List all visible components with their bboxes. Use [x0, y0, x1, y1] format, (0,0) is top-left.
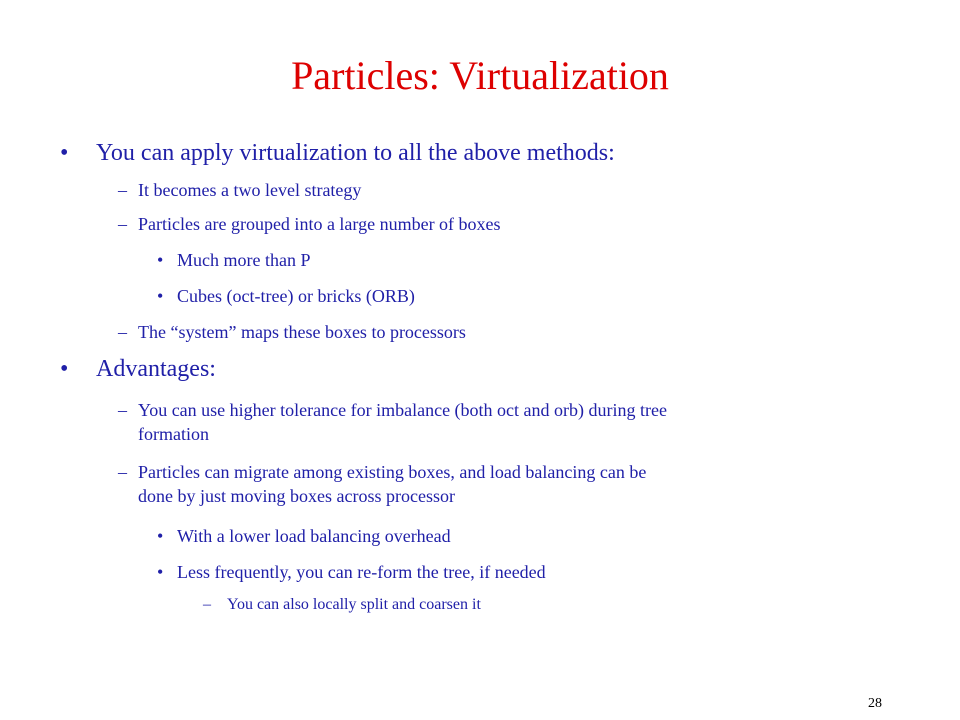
slide-title: Particles: Virtualization — [291, 53, 669, 98]
page-number: 28 — [868, 696, 882, 711]
dash-text: Particles are grouped into a large number of boxes — [138, 214, 501, 234]
dash-marker: – — [118, 180, 127, 200]
subdash-marker: – — [203, 596, 211, 613]
subbullet-text: With a lower load balancing overhead — [177, 526, 451, 546]
dash-marker: – — [118, 400, 127, 420]
bullet-text: You can apply virtualization to all the above methods: — [96, 140, 615, 166]
dash-text: It becomes a two level strategy — [138, 180, 362, 200]
dash-text: The “system” maps these boxes to processors — [138, 322, 466, 342]
dash-text: Particles can migrate among existing boxes, and load balancing can be — [138, 462, 647, 482]
bullet-text: Advantages: — [96, 356, 216, 382]
subbullet-marker: • — [157, 526, 164, 546]
subdash-text: You can also locally split and coarsen it — [227, 596, 481, 613]
dash-text: You can use higher tolerance for imbalance (both oct and orb) during tree — [138, 400, 667, 420]
dash-marker: – — [118, 214, 127, 234]
bullet-marker: • — [60, 356, 69, 382]
dash-text-continuation: done by just moving boxes across processor — [138, 486, 455, 506]
dash-text-continuation: formation — [138, 424, 209, 444]
subbullet-marker: • — [157, 250, 164, 270]
subbullet-text: Less frequently, you can re-form the tree, if needed — [177, 562, 546, 582]
bullet-marker: • — [60, 140, 69, 166]
dash-marker: – — [118, 462, 127, 482]
dash-marker: – — [118, 322, 127, 342]
subbullet-text: Much more than P — [177, 250, 311, 270]
subbullet-marker: • — [157, 562, 164, 582]
subbullet-marker: • — [157, 286, 164, 306]
subbullet-text: Cubes (oct-tree) or bricks (ORB) — [177, 286, 415, 306]
